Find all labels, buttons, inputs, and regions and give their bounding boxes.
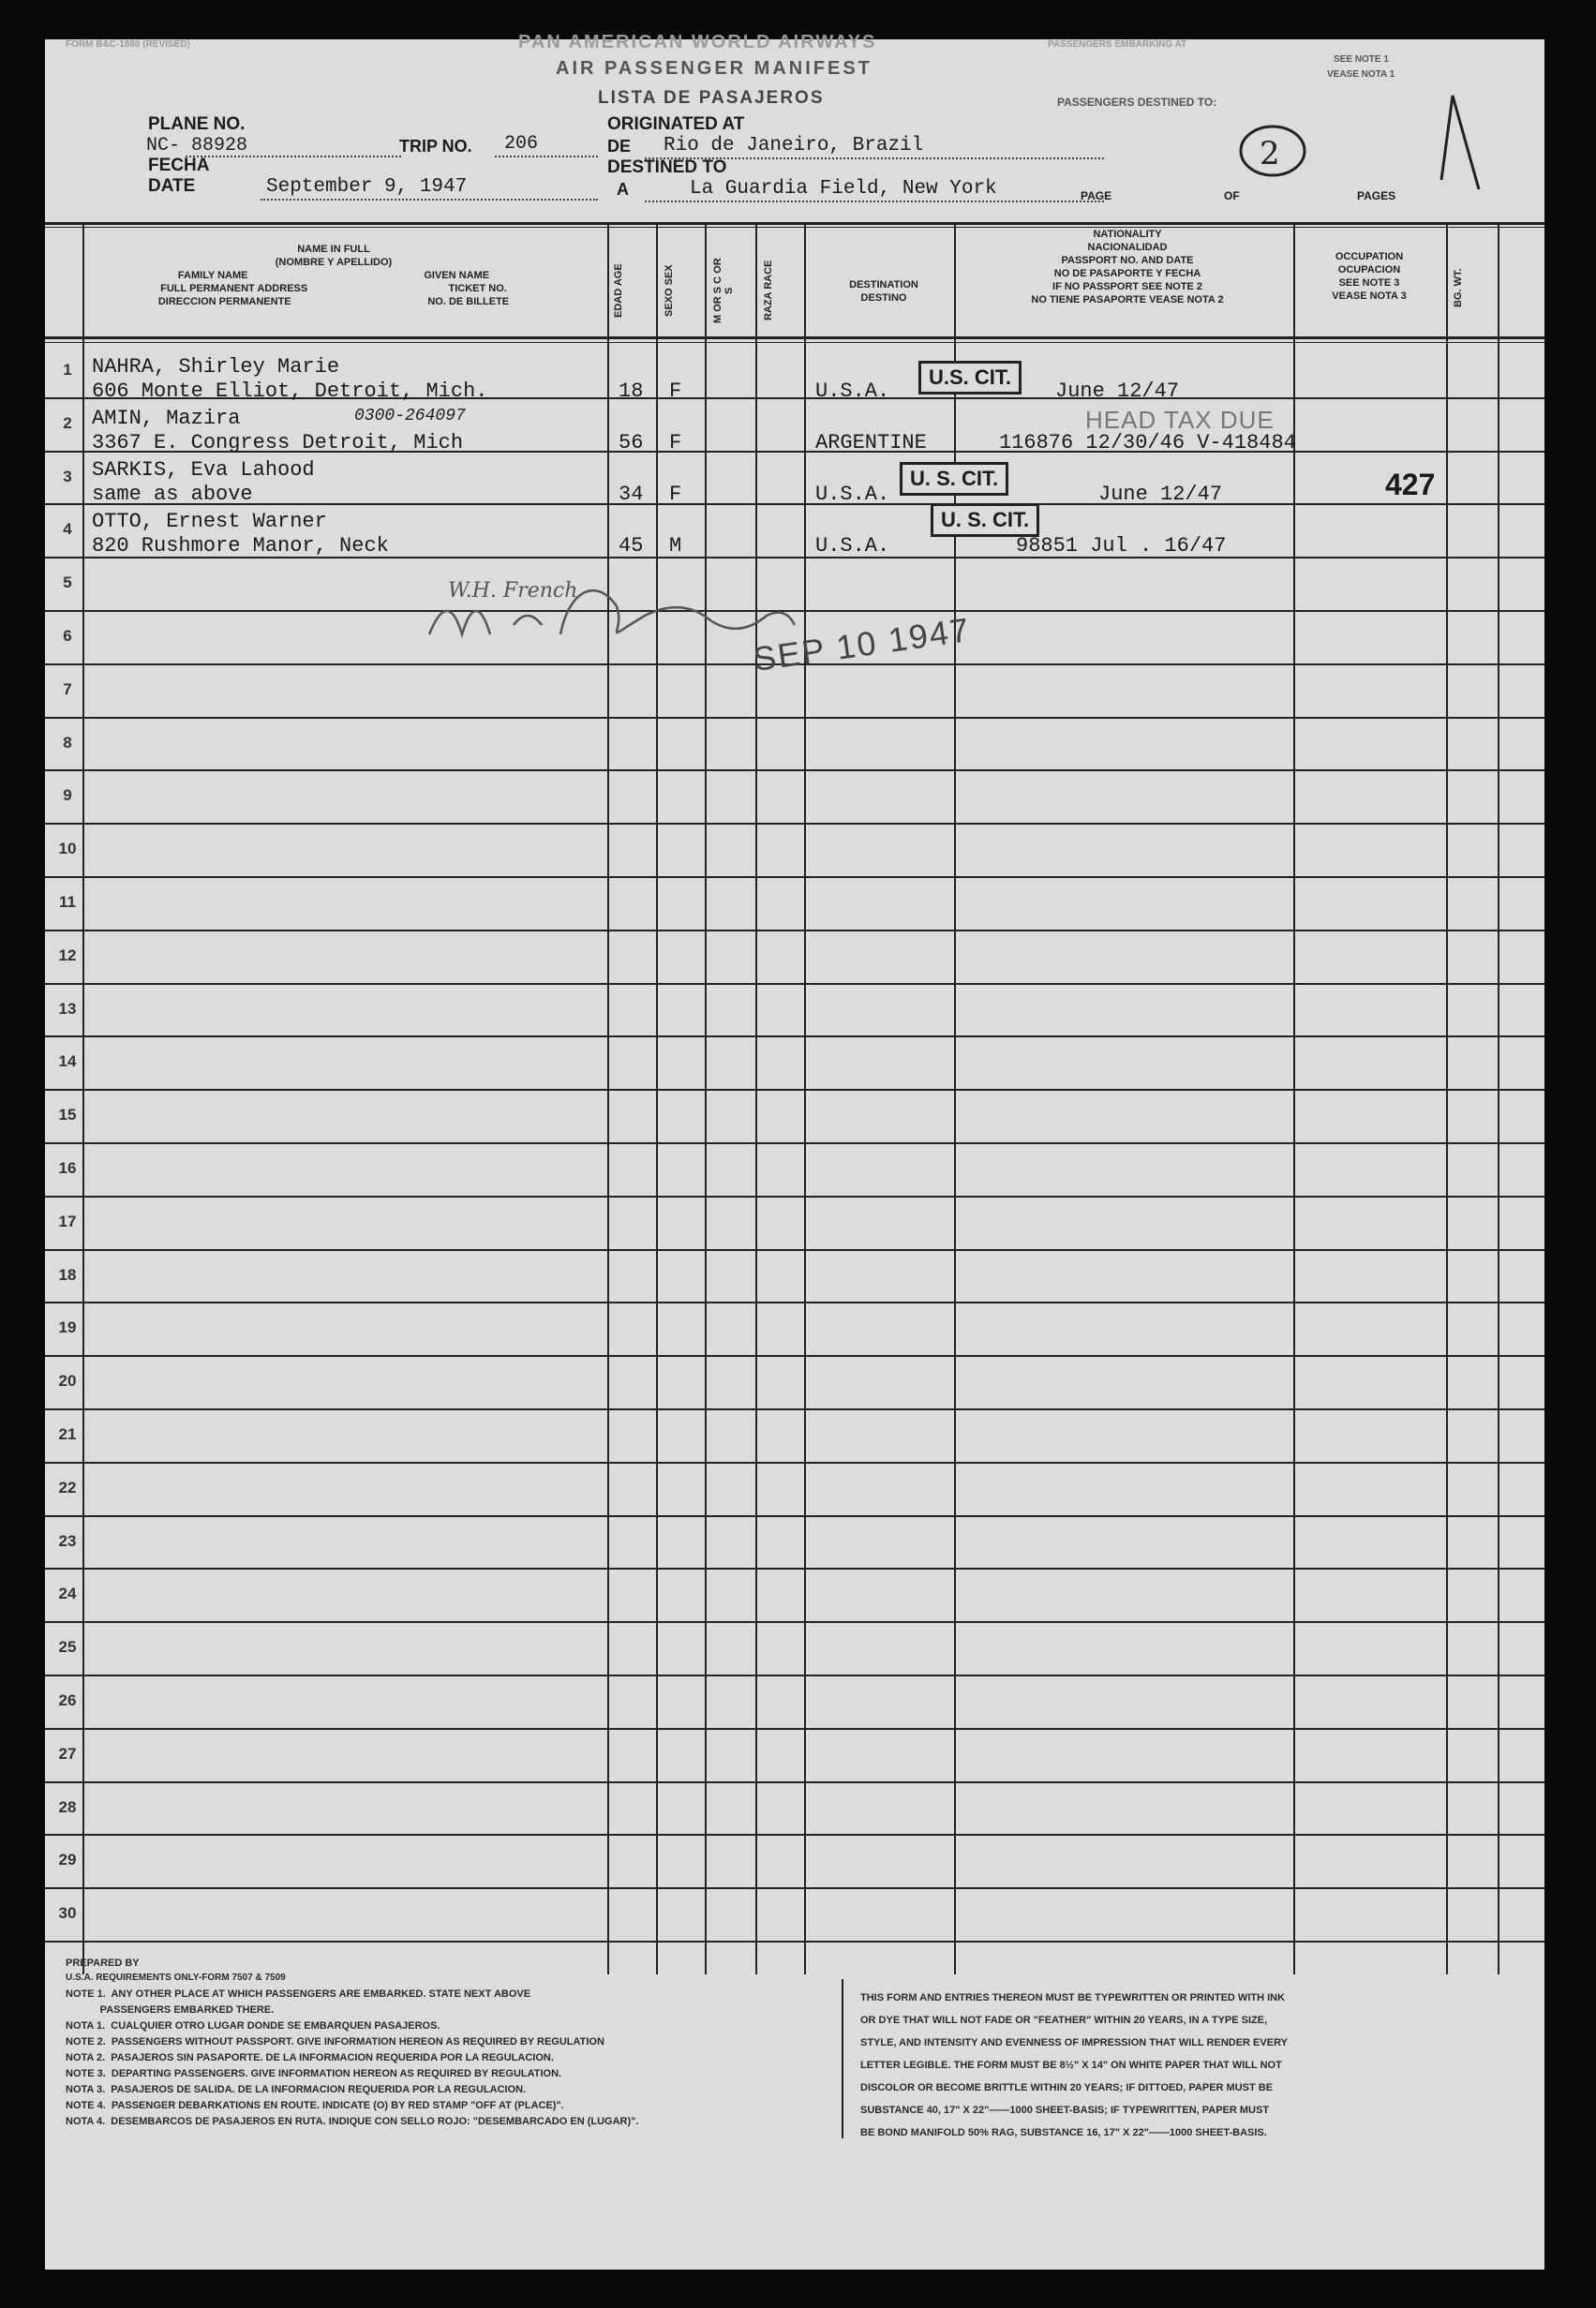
row-divider [45,503,1544,505]
col-header-age: EDAD AGE [613,263,624,318]
col-header-name: NAME IN FULL (NOMBRE Y APELLIDO) FAMILY NAME GIVEN NAME FULL PERMANENT ADDRESS TICKET NO. DIRECCION PERMANENTE NO. DE BILLETE [157,244,510,307]
passenger-3-passport: June 12/47 [1098,483,1223,506]
row-divider [45,717,1544,719]
note-line: NOTA 4. DESEMBARCOS DE PASAJEROS EN RUTA. INDIQUE CON SELLO ROJO: "DESEMBARCADO EN (LUGAR)". [66,2116,639,2127]
row-divider [45,1515,1544,1517]
passenger-2-destination: ARGENTINE [815,431,927,454]
requirement-line: THIS FORM AND ENTRIES THEREON MUST BE TYPEWRITTEN OR PRINTED WITH INK [860,1992,1286,2003]
row-number: 3 [63,467,72,485]
note-line: NOTA 2. PASAJEROS SIN PASAPORTE. DE LA INFORMACION REQUERIDA POR LA REGULACION. [66,2052,554,2063]
row-divider [45,1302,1544,1303]
prepared-by: PREPARED BY [66,1958,140,1969]
passenger-1-name: NAHRA, Shirley Marie [92,355,340,379]
note-line: NOTA 1. CUALQUIER OTRO LUGAR DONDE SE EMBARQUEN PASAJEROS. [66,2020,440,2032]
passenger-2-passport: 116876 12/30/46 V-418484 [999,431,1296,454]
date-received-stamp: SEP 10 1947 [751,609,974,679]
row-divider [45,1196,1544,1198]
passenger-4-address: 820 Rushmore Manor, Neck [92,534,389,558]
row-divider [45,1249,1544,1251]
passenger-4-sex: M [669,534,682,558]
row-number: 2 [63,413,72,432]
row-divider [45,1568,1544,1570]
row-number: 16 [58,1159,77,1177]
row-number: 23 [58,1531,77,1550]
passenger-3-sex: F [669,483,682,506]
requirement-line: STYLE, AND INTENSITY AND EVENNESS OF IMPRESSION THAT WILL RENDER EVERY [860,2037,1288,2048]
title-english: AIR PASSENGER MANIFEST [556,58,873,79]
col-header-race: RAZA RACE [763,260,774,321]
page-label: PAGE [1081,189,1112,202]
row-divider [45,1408,1544,1410]
passenger-1-sex: F [669,380,682,403]
row-number: 4 [63,520,72,539]
row-divider [45,1834,1544,1836]
row-divider [45,1941,1544,1943]
row-divider [45,1089,1544,1091]
see-note-1: SEE NOTE 1 [1334,54,1389,65]
row-number: 11 [59,893,76,911]
row-number: 8 [63,733,72,752]
row-number: 12 [58,946,77,964]
row-divider [45,1035,1544,1037]
requirement-line: OR DYE THAT WILL NOT FADE OR "FEATHER" WITHIN 20 YEARS, IN A TYPE SIZE, [860,2015,1268,2026]
requirement-line: BE BOND MANIFOLD 50% RAG, SUBSTANCE 16, 17" X 22"——1000 SHEET-BASIS. [860,2127,1267,2138]
passenger-1-age: 18 [619,380,644,403]
note-line: NOTA 3. PASAJEROS DE SALIDA. DE LA INFORMACION REQUERIDA POR LA REGULACION. [66,2084,527,2095]
row-divider [45,983,1544,985]
passenger-4-passport: 98851 Jul . 16/47 [1016,534,1227,558]
row-divider [45,1728,1544,1730]
row-divider [45,1887,1544,1889]
destined-label: DESTINED TO [607,157,727,177]
trip-no-value: 206 [504,133,539,155]
note-line: NOTE 3. DEPARTING PASSENGERS. GIVE INFORMATION HEREON AS REQUIRED BY REGULATION. [66,2068,562,2079]
passenger-4-age: 45 [619,534,644,558]
row-number: 24 [58,1585,77,1603]
col-header-nationality: NATIONALITY NACIONALIDAD PASSPORT NO. AND DATE NO DE PASAPORTE Y FECHA IF NO PASSPORT SEE NOTE 2 NO TIENE PASAPORTE VEASE NOTA 2 [1031,229,1224,305]
row-number: 9 [63,786,72,805]
row-number: 14 [58,1052,77,1071]
row-number: 27 [58,1744,77,1763]
row-number: 1 [63,361,72,379]
manifest-sheet [45,32,1544,2270]
note-line: NOTE 2. PASSENGERS WITHOUT PASSPORT. GIVE INFORMATION HEREON AS REQUIRED BY REGULATION [66,2036,604,2047]
row-divider [45,1675,1544,1676]
passenger-3-cit-stamp: U. S. CIT. [900,462,1008,496]
signature-text: W.H. French [448,579,578,603]
row-number: 19 [58,1318,77,1337]
row-number: 29 [58,1851,77,1869]
row-number: 22 [58,1478,77,1496]
passenger-2-address: 3367 E. Congress Detroit, Mich [92,431,464,454]
pages-label: PAGES [1357,189,1396,202]
page-circle-number: 2 [1260,135,1280,172]
passenger-1-cit-stamp: U.S. CIT. [918,361,1022,395]
row-divider [45,1142,1544,1144]
page-circle-mark [1235,119,1310,185]
row-number: 7 [63,679,72,698]
originated-label: ORIGINATED AT [607,114,745,134]
destined-value: La Guardia Field, New York [690,178,997,200]
passenger-3-destination: U.S.A. [815,483,890,506]
airline-name: PAN AMERICAN WORLD AIRWAYS [518,32,877,52]
vease-nota-1: VEASE NOTA 1 [1327,69,1395,80]
passenger-1-destination: U.S.A. [815,380,890,403]
notes-left [66,1987,843,2130]
requirement-line: SUBSTANCE 40, 17" X 22"——1000 SHEET-BASIS; IF TYPEWRITTEN, PAPER MUST [860,2105,1270,2116]
plane-no-label: PLANE NO. [148,114,246,134]
col-header-marital: M OR S C OR S [712,258,735,323]
passenger-2-ticket: 0300-264097 [354,407,466,425]
passengers-destined-label: PASSENGERS DESTINED TO: [1057,96,1217,109]
date-value: September 9, 1947 [266,176,468,198]
passenger-2-age: 56 [619,431,644,454]
check-mark [1432,86,1488,199]
passenger-1-address: 606 Monte Elliot, Detroit, Mich. [92,380,488,403]
row-number: 10 [58,840,77,858]
passenger-4-name: OTTO, Ernest Warner [92,510,327,533]
row-divider [45,1462,1544,1464]
fecha-label: FECHA [148,156,210,175]
row-number: 20 [58,1372,77,1391]
head-tax-due-stamp: HEAD TAX DUE [1085,406,1275,434]
note-line: PASSENGERS EMBARKED THERE. [66,2004,275,2016]
requirement-line: DISCOLOR OR BECOME BRITTLE WITHIN 20 YEARS; IF DITTOED, PAPER MUST BE [860,2082,1274,2093]
col-header-sex: SEXO SEX [664,264,675,317]
row-divider [45,1621,1544,1623]
row-number: 28 [58,1797,77,1816]
passenger-3-address: same as above [92,483,253,506]
row-number: 13 [58,999,77,1018]
note-line: NOTE 4. PASSENGER DEBARKATIONS EN ROUTE. INDICATE (O) BY RED STAMP "OFF AT (PLACE)". [66,2100,564,2111]
notes-right [860,1987,1535,2144]
row-divider [45,769,1544,771]
title-spanish: LISTA DE PASAJEROS [598,88,825,108]
usa-requirements: U.S.A. REQUIREMENTS ONLY-FORM 7507 & 7509 [66,1973,286,1983]
passenger-1-passport: June 12/47 [1055,380,1180,403]
of-label: OF [1224,189,1240,202]
date-label: DATE [148,176,196,196]
col-header-occupation: OCCUPATION OCUPACION SEE NOTE 3 VEASE NOTA 3 [1332,251,1407,302]
row-number: 30 [58,1904,77,1923]
row-number: 26 [58,1691,77,1709]
row-number: 5 [63,573,72,592]
row-divider [45,1781,1544,1783]
trip-no-label: TRIP NO. [399,137,472,156]
a-label: A [617,180,629,199]
passenger-2-name: AMIN, Mazira [92,407,241,430]
row-number: 15 [58,1106,77,1124]
col-header-destination: DESTINATION DESTINO [849,279,918,304]
row-divider [45,876,1544,878]
requirement-line: LETTER LEGIBLE. THE FORM MUST BE 8½" X 14" ON WHITE PAPER THAT WILL NOT [860,2060,1282,2071]
passenger-3-number: 427 [1385,468,1436,501]
row-number: 25 [58,1638,77,1657]
row-number: 6 [63,627,72,645]
passenger-3-name: SARKIS, Eva Lahood [92,458,315,482]
passenger-4-destination: U.S.A. [815,534,890,558]
de-label: DE [607,137,632,156]
row-number: 18 [58,1265,77,1284]
originated-value: Rio de Janeiro, Brazil [664,135,924,156]
passenger-4-cit-stamp: U. S. CIT. [931,503,1039,537]
passenger-3-age: 34 [619,483,644,506]
plane-no-value: NC- 88928 [146,135,248,156]
passenger-2-sex: F [669,431,682,454]
form-number: FORM B&C-1880 (REVISED) [66,39,190,50]
note-line: NOTE 1. ANY OTHER PLACE AT WHICH PASSENGERS ARE EMBARKED. STATE NEXT ABOVE [66,1988,531,2000]
col-header-baggage: BG. WT. [1453,268,1464,307]
row-divider [45,823,1544,825]
row-number: 17 [58,1212,77,1230]
row-number: 21 [58,1425,77,1443]
passengers-embarking-label: PASSENGERS EMBARKING AT [1048,39,1187,50]
row-divider [45,1355,1544,1357]
row-divider [45,930,1544,931]
